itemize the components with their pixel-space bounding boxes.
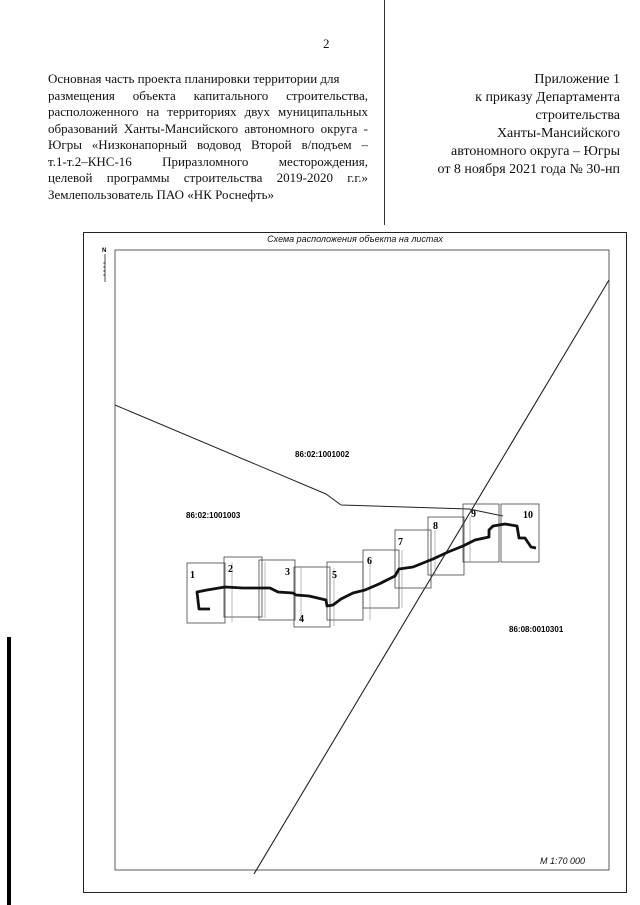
district-boundary <box>254 280 609 874</box>
north-arrow-icon <box>104 254 105 282</box>
map-inner-frame <box>115 250 609 870</box>
sheet-frames <box>187 504 539 627</box>
page-number: 2 <box>323 36 330 51</box>
appendix-line: к приказу Департамента <box>475 90 620 105</box>
description-line: Основная часть проекта планировки территории для <box>48 71 340 86</box>
sheet-number: 7 <box>398 537 403 548</box>
fold-divider <box>384 0 385 225</box>
map-title: Схема расположения объекта на листах <box>267 234 443 244</box>
sheet-number: 6 <box>367 556 372 567</box>
appendix-line: от 8 ноября 2021 года № 30-нп <box>437 162 620 177</box>
description-line: т.1-т.2–КНС-16 Приразломного месторождения, <box>48 153 368 169</box>
appendix-header <box>420 71 620 179</box>
description-line: образований Ханты-Мансийского автономного округа - <box>48 120 368 136</box>
description-line: расположенного на территориях двух муниципальных <box>48 104 368 119</box>
appendix-line: Ханты-Мансийского <box>496 126 620 141</box>
appendix-line: автономного округа – Югры <box>451 144 620 159</box>
north-label: N <box>102 248 107 254</box>
appendix-line: Приложение 1 <box>534 72 620 87</box>
description-line: целевой программы строительства 2019-2020 г.г.» <box>48 170 368 185</box>
sheet-frame <box>463 504 499 562</box>
project-description <box>48 71 368 203</box>
parcel-label: 86:02:1001003 <box>186 511 241 520</box>
location-map <box>83 232 627 893</box>
sheet-number: 10 <box>523 510 533 521</box>
appendix-line: строительства <box>535 108 620 123</box>
sheet-frame <box>501 504 539 562</box>
parcel-label: 86:08:0010301 <box>509 625 564 634</box>
sheet-number: 8 <box>433 521 438 532</box>
description-line: Югры «Низконапорный водовод Второй в/подъем – <box>48 137 368 152</box>
sheet-number: 5 <box>332 570 337 581</box>
scan-margin-bar <box>7 637 11 905</box>
sheet-number: 3 <box>285 567 290 578</box>
parcel-label: 86:02:1001002 <box>295 450 350 459</box>
sheet-number: 1 <box>190 570 195 581</box>
description-line: размещения объекта капитального строительства, <box>48 87 368 103</box>
description-line: Землепользователь ПАО «НК Роснефть» <box>48 186 275 202</box>
sheet-number: 9 <box>471 509 476 520</box>
sheet-number: 4 <box>299 614 304 625</box>
parcel-boundary <box>115 405 503 516</box>
sheet-number: 2 <box>228 564 233 575</box>
map-scale: М 1:70 000 <box>540 856 586 866</box>
